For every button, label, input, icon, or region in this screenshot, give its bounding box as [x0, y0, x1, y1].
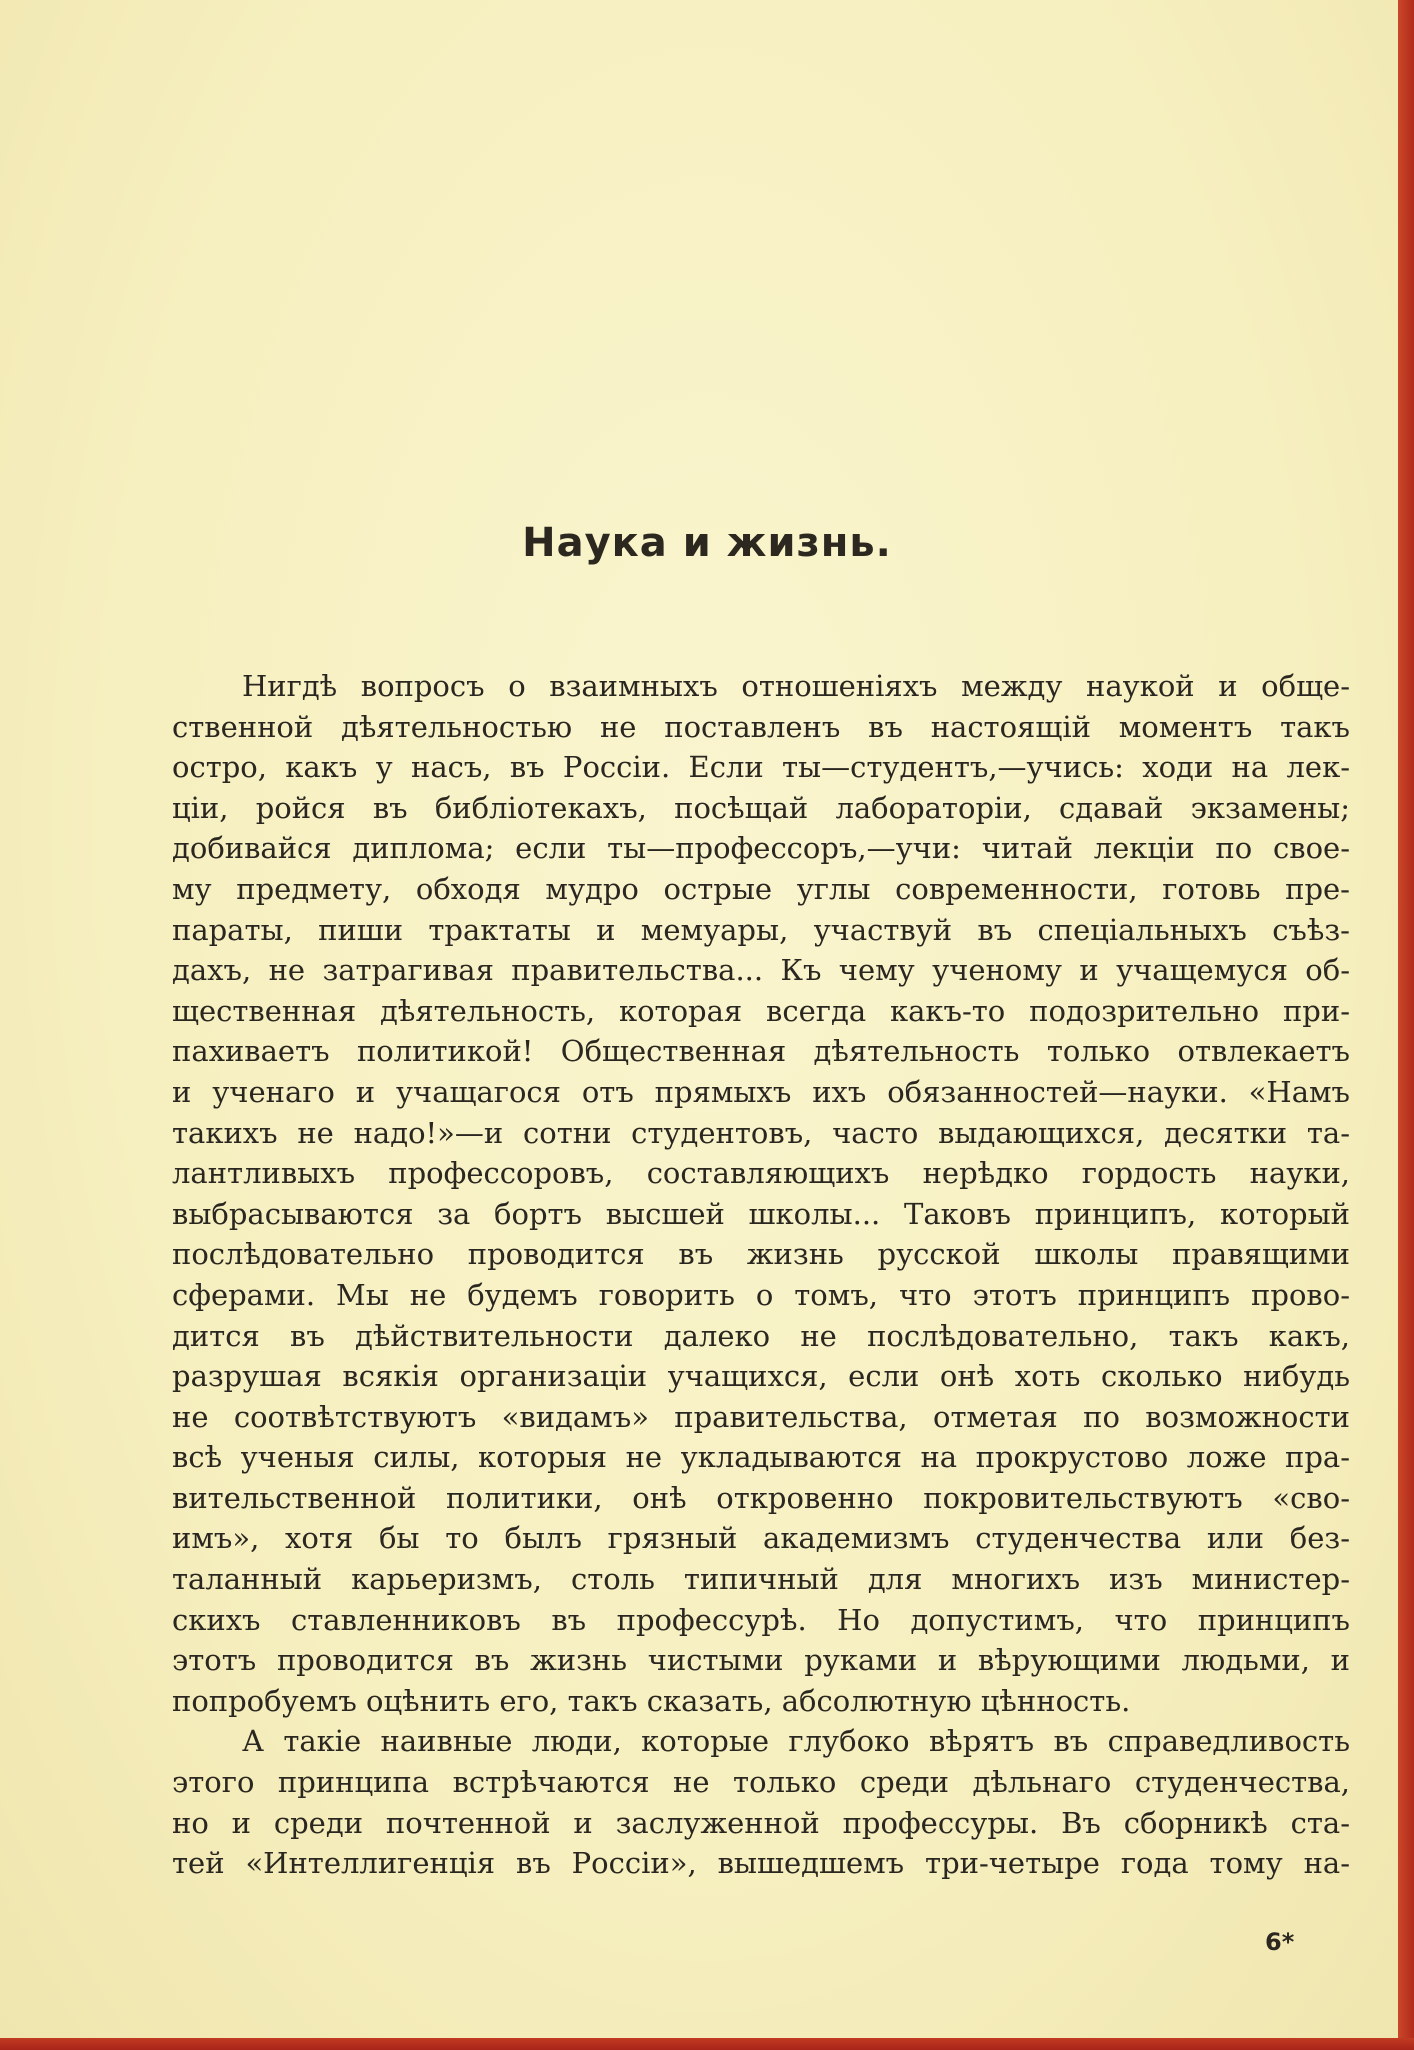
text-line: но и среди почтенной и заслуженной профессуры. Въ сборникѣ ста-	[172, 1805, 1350, 1840]
text-line: тей «Интеллигенція въ Россіи», вышедшемъ три-четыре года тому на-	[172, 1846, 1350, 1881]
text-line: вительственной политики, онѣ откровенно покровительствуютъ «сво-	[172, 1480, 1350, 1515]
text-line: этого принципа встрѣчаются не только среди дѣльнаго студенчества,	[172, 1765, 1350, 1800]
paragraph-2	[172, 1721, 1350, 1883]
text-line: А такіе наивные люди, которые глубоко вѣрятъ въ справедливость	[242, 1724, 1350, 1759]
text-line: скихъ ставленниковъ въ профессурѣ. Но допустимъ, что принципъ	[172, 1602, 1350, 1637]
paragraph-1	[172, 666, 1350, 1721]
text-line: добивайся диплома; если ты—профессоръ,—учи: читай лекціи по свое-	[172, 831, 1350, 866]
text-line: не соотвѣтствуютъ «видамъ» правительства, отметая по возможности	[172, 1399, 1350, 1434]
text-line: разрушая всякія организаціи учащихся, если онѣ хоть сколько нибудь	[172, 1359, 1350, 1394]
text-line: остро, какъ у насъ, въ Россіи. Если ты—студентъ,—учись: ходи на лек-	[172, 750, 1350, 785]
text-line: му предмету, обходя мудро острые углы современности, готовь пре-	[172, 871, 1350, 906]
page-edge-right	[1398, 0, 1414, 2050]
text-line: дится въ дѣйствительности далеко не послѣдовательно, такъ какъ,	[172, 1318, 1350, 1353]
text-line: всѣ ученыя силы, которыя не укладываются на прокрустово ложе пра-	[172, 1440, 1350, 1475]
text-line: попробуемъ оцѣнить его, такъ сказать, абсолютную цѣнность.	[172, 1683, 1131, 1718]
article-title: Наука и жизнь.	[522, 520, 892, 566]
text-line: послѣдовательно проводится въ жизнь русской школы правящими	[172, 1237, 1350, 1272]
text-line: дахъ, не затрагивая правительства... Къ чему ученому и учащемуся об-	[172, 953, 1350, 988]
text-line: имъ», хотя бы то былъ грязный академизмъ студенчества или без-	[172, 1521, 1350, 1556]
text-line: параты, пиши трактаты и мемуары, участвуй въ спеціальныхъ съѣз-	[172, 912, 1350, 947]
text-line: этотъ проводится въ жизнь чистыми руками и вѣрующими людьми, и	[172, 1643, 1350, 1678]
text-line: Нигдѣ вопросъ о взаимныхъ отношеніяхъ между наукой и обще-	[242, 669, 1350, 703]
text-line: щественная дѣятельность, которая всегда какъ-то подозрительно при-	[172, 993, 1350, 1028]
text-line: пахиваетъ политикой! Общественная дѣятельность только отвлекаетъ	[172, 1034, 1350, 1069]
text-line: такихъ не надо!»—и сотни студентовъ, часто выдающихся, десятки та-	[172, 1115, 1350, 1150]
text-line: лантливыхъ профессоровъ, составляющихъ нерѣдко гордость науки,	[172, 1156, 1350, 1191]
text-line: сферами. Мы не будемъ говорить о томъ, что этотъ принципъ прово-	[172, 1277, 1350, 1312]
text-line: ціи, ройся въ библіотекахъ, посѣщай лабораторіи, сдавай экзамены;	[172, 790, 1350, 825]
text-line: и ученаго и учащагося отъ прямыхъ ихъ обязанностей—науки. «Намъ	[172, 1074, 1350, 1109]
text-line: таланный карьеризмъ, столь типичный для многихъ изъ министер-	[172, 1562, 1350, 1597]
text-line: выбрасываются за бортъ высшей школы... Таковъ принципъ, который	[172, 1196, 1350, 1231]
article-body	[172, 666, 1350, 1884]
page-edge-bottom	[0, 2038, 1414, 2050]
page-number: 6*	[1265, 1928, 1295, 1956]
text-line: ственной дѣятельностью не поставленъ въ настоящій моментъ такъ	[172, 709, 1350, 744]
